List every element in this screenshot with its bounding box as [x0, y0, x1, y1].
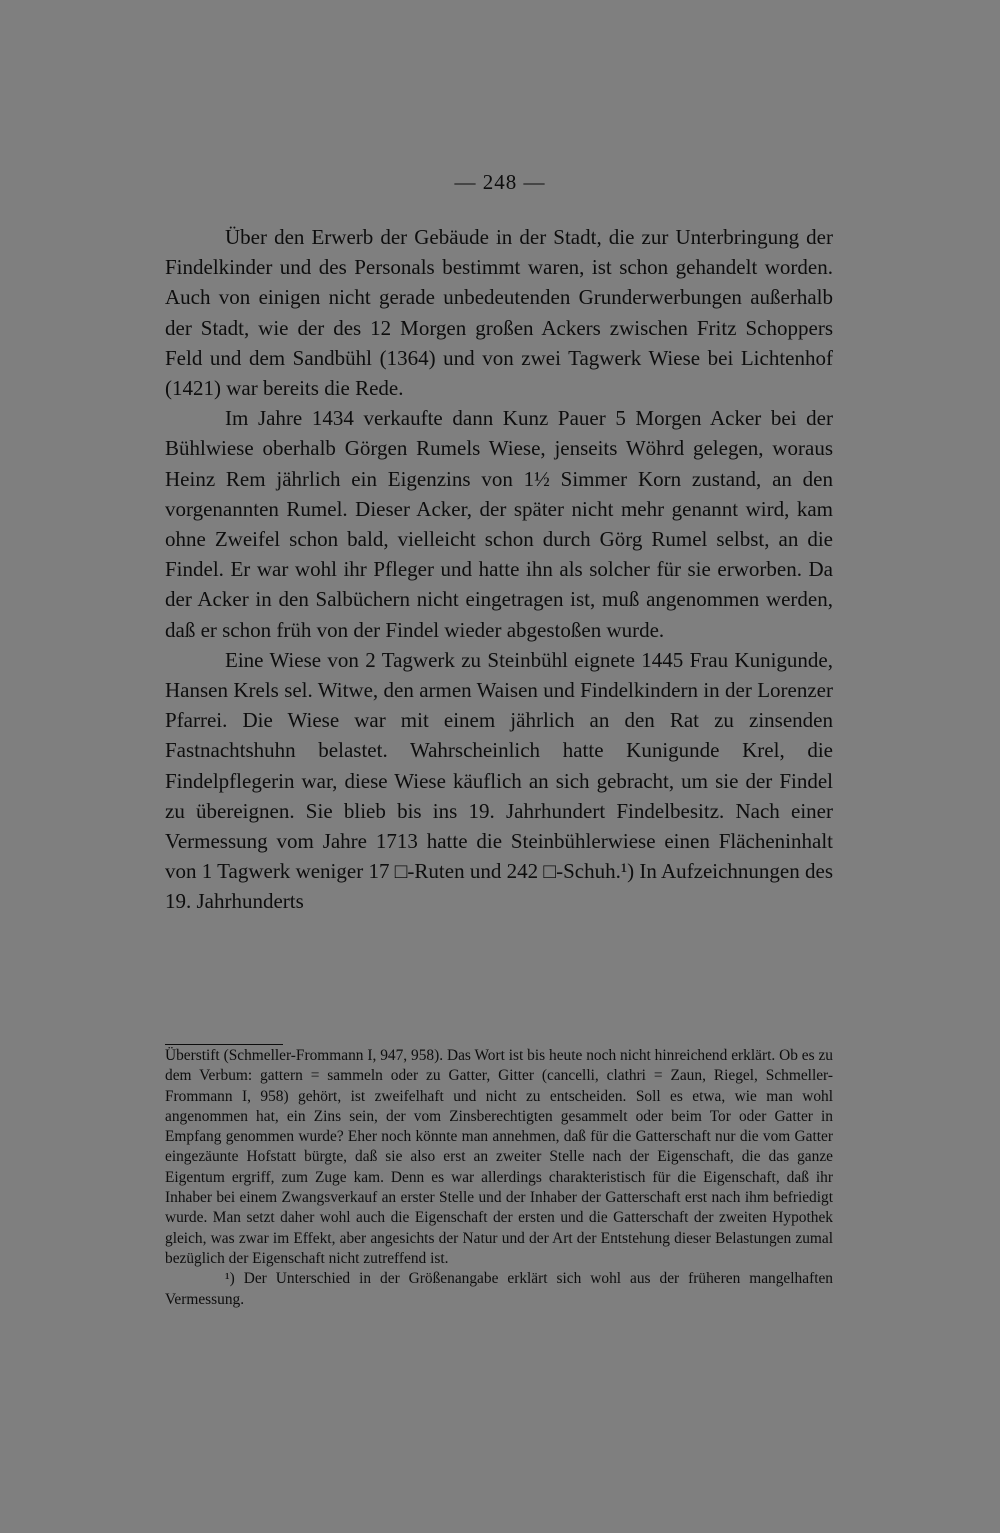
footnote-divider [165, 1044, 283, 1045]
paragraph-1: Über den Erwerb der Gebäude in der Stadt, die zur Unterbringung der Findelkinder und des Personals bestimmt waren, ist schon gehandelt worden. Auch von einigen nicht gerade unbedeutenden Grunderwerbungen außerhalb der Stadt, wie der des 12 Morgen großen Ackers zwischen Fritz Schoppers Feld und dem Sandbühl (1364) und von zwei Tagwerk Wiese bei Lichtenhof (1421) war bereits die Rede. [165, 225, 833, 401]
footnotes [165, 1046, 833, 1310]
main-text [165, 222, 833, 917]
page-number: — 248 — [454, 170, 546, 194]
paragraph-3: Eine Wiese von 2 Tagwerk zu Steinbühl eignete 1445 Frau Kunigunde, Hansen Krels sel. Witwe, den armen Waisen und Findelkindern in der Lorenzer Pfarrei. Die Wiese war mit einem jährlich an den Rat zu zinsenden Fastnachtshuhn belastet. Wahrscheinlich hatte Kunigunde Krel, die Findelpflegerin war, diese Wiese käuflich an sich gebracht, um sie der Findel zu übereignen. Sie blieb bis ins 19. Jahrhundert Findelbesitz. Nach einer Vermessung vom Jahre 1713 hatte die Steinbühlerwiese einen Flächeninhalt von 1 Tagwerk weniger 17 □-Ruten und 242 □-Schuh.¹) In Aufzeichnungen des 19. Jahrhunderts [165, 647, 833, 914]
footnote-continuation: Überstift (Schmeller-Frommann I, 947, 958). Das Wort ist bis heute noch nicht hinreichend erklärt. Ob es zu dem Verbum: gattern = sammeln oder zu Gatter, Gitter (cancelli, clathri = Zaun, Riegel, Schmeller-Frommann I, 958) gehört, ist zweifelhaft und nicht zu entscheiden. Soll es etwa, wie man wohl angenommen hat, ein Zins sein, der vom Zinsberechtigten gesammelt oder beim Tor oder Gatter in Empfang genommen wurde? Eher noch könnte man annehmen, daß für die Gatterschaft nur die vom Gatter eingezäunte Hofstatt bürgte, daß sie also erst an zweiter Stelle nach der Eigenschaft, die das ganze Eigentum ergriff, zum Zuge kam. Denn es war allerdings charakteristisch für die Eigenschaft, daß ihr Inhaber bei einem Zwangsverkauf an erster Stelle und der Inhaber der Gatterschaft erst nach ihm befriedigt wurde. Man setzt daher wohl auch die Eigenschaft der ersten und die Gatterschaft der zweiten Hypothek gleich, was zwar im Effekt, aber angesichts der Natur und der Art der Entstehung dieser Belastungen zumal bezüglich der Eigenschaft nicht zutreffend ist. [165, 1047, 833, 1267]
paragraph-2: Im Jahre 1434 verkaufte dann Kunz Pauer 5 Morgen Acker bei der Bühlwiese oberhalb Görgen Rumels Wiese, jenseits Wöhrd gelegen, woraus Heinz Rem jährlich ein Eigenzins von 1½ Simmer Korn zustand, an den vorgenannten Rumel. Dieser Acker, der später nicht mehr genannt wird, kam ohne Zweifel schon bald, vielleicht schon durch Görg Rumel selbst, an die Findel. Er war wohl ihr Pfleger und hatte ihn als solcher für sie erworben. Da der Acker in den Salbüchern nicht eingetragen ist, muß angenommen werden, daß er schon früh von der Findel wieder abgestoßen wurde. [165, 406, 833, 642]
footnote-1: ¹) Der Unterschied in der Größenangabe erklärt sich wohl aus der früheren mangelhaften Vermessung. [165, 1270, 833, 1308]
